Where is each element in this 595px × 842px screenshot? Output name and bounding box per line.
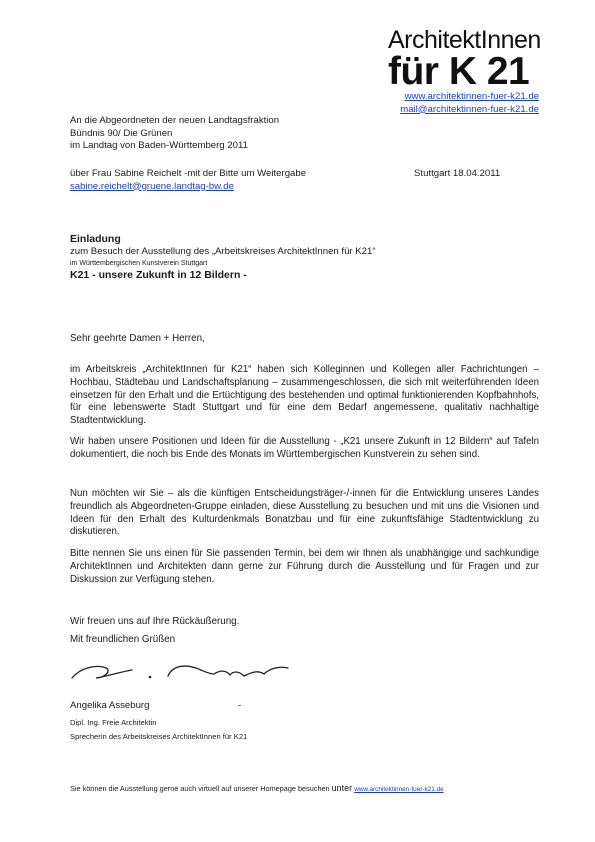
website-link[interactable]: www.architektinnen-fuer-k21.de bbox=[404, 91, 539, 102]
address-line: Bündnis 90/ Die Grünen bbox=[70, 127, 173, 139]
subject-line: zum Besuch der Ausstellung des „Arbeitskreises ArchitektInnen für K21“ bbox=[70, 246, 376, 257]
contact-block bbox=[400, 91, 539, 116]
via-email-link[interactable]: sabine.reichelt@gruene.landtag-bw.de bbox=[70, 180, 234, 192]
footer-text-unter: unter bbox=[331, 783, 353, 793]
exhibition-title: K21 - unsere Zukunft in 12 Bildern - bbox=[70, 268, 247, 281]
address-line: im Landtag von Baden-Württemberg 2011 bbox=[70, 140, 248, 152]
signer-name: Angelika Asseburg bbox=[70, 700, 150, 711]
body-paragraph: Wir haben unsere Positionen und Ideen für die Ausstellung - „K21 unsere Zukunft in 12 Bildern“ auf Tafeln dokumentiert, die noch bis Ende des Monats im Württembergischen Kunstverein zu sehen sind. bbox=[70, 436, 539, 460]
address-line: An die Abgeordneten der neuen Landtagsfraktion bbox=[70, 115, 280, 126]
email-link[interactable]: mail@architektinnen-fuer-k21.de bbox=[400, 103, 539, 115]
via-block bbox=[70, 168, 306, 193]
recipient-address bbox=[70, 115, 279, 153]
closing-line: Wir freuen uns auf Ihre Rückäußerung. bbox=[70, 616, 240, 627]
closing-block bbox=[70, 613, 239, 649]
signer-title: Dipl. Ing. Freie Architektin bbox=[70, 718, 157, 727]
body-paragraph: Nun möchten wir Sie – als die künftigen Entscheidungsträger-/-innen für die Entwicklung unseres Landes freundlich als Abgeordneten-Gruppe einladen, diese Ausstellung zu besuchen und mit uns die Visionen und Ideen für den Erhalt des Kulturdenkmals Bonatzbau und für eine zukunftsfähige Stadtentwicklung zu diskutieren. bbox=[70, 488, 539, 538]
signer-role: Sprecherin des Arbeitskreises ArchitektInnen für K21 bbox=[70, 732, 248, 741]
closing-line: Mit freundlichen Grüßen bbox=[70, 634, 176, 645]
footer-homepage-link[interactable]: www.architektinnen-fuer-k21.de bbox=[354, 786, 444, 793]
footer-text: Sie können die Ausstellung gerne auch virtuell auf unserer Homepage besuchen bbox=[70, 784, 332, 793]
handwritten-signature bbox=[68, 656, 308, 686]
footer-note bbox=[70, 783, 444, 793]
subject-block bbox=[70, 232, 376, 282]
subject-heading: Einladung bbox=[70, 233, 121, 245]
salutation: Sehr geehrte Damen + Herren, bbox=[70, 333, 205, 344]
letter-date: Stuttgart 18.04.2011 bbox=[414, 168, 501, 179]
logo-line-2: für K 21 bbox=[388, 50, 530, 93]
subject-venue: im Württembergischen Kunstverein Stuttgart bbox=[70, 259, 208, 267]
body-paragraph: im Arbeitskreis „ArchitektInnen für K21“ haben sich Kolleginnen und Kollegen aller Fachrichtungen – Hochbau, Städtebau und Landschaftsplanung – zusammengeschlossen, die sich mit weiterführenden Ideen einsetzen für den Erhalt und die Ertüchtigung des bestehenden und optimal funktionierenden Kopfbahnhofs, für eine lebenswerte Stadt Stuttgart und für eine dem Bedarf angemessene, qualitativ nachhaltige Stadtentwicklung. bbox=[70, 364, 539, 427]
signer-dash: - bbox=[238, 700, 242, 711]
via-text: über Frau Sabine Reichelt -mit der Bitte um Weitergabe bbox=[70, 168, 307, 179]
body-paragraph: Bitte nennen Sie uns einen für Sie passenden Termin, bei dem wir Ihnen als unabhängige und sachkundige ArchitektInnen und Architekten dann gerne zur Führung durch die Ausstellung und für Fragen und zur Diskussion zur Verfügung stehen. bbox=[70, 548, 539, 585]
logo-line-1: ArchitektInnen bbox=[388, 26, 541, 54]
signer-details bbox=[70, 716, 247, 744]
